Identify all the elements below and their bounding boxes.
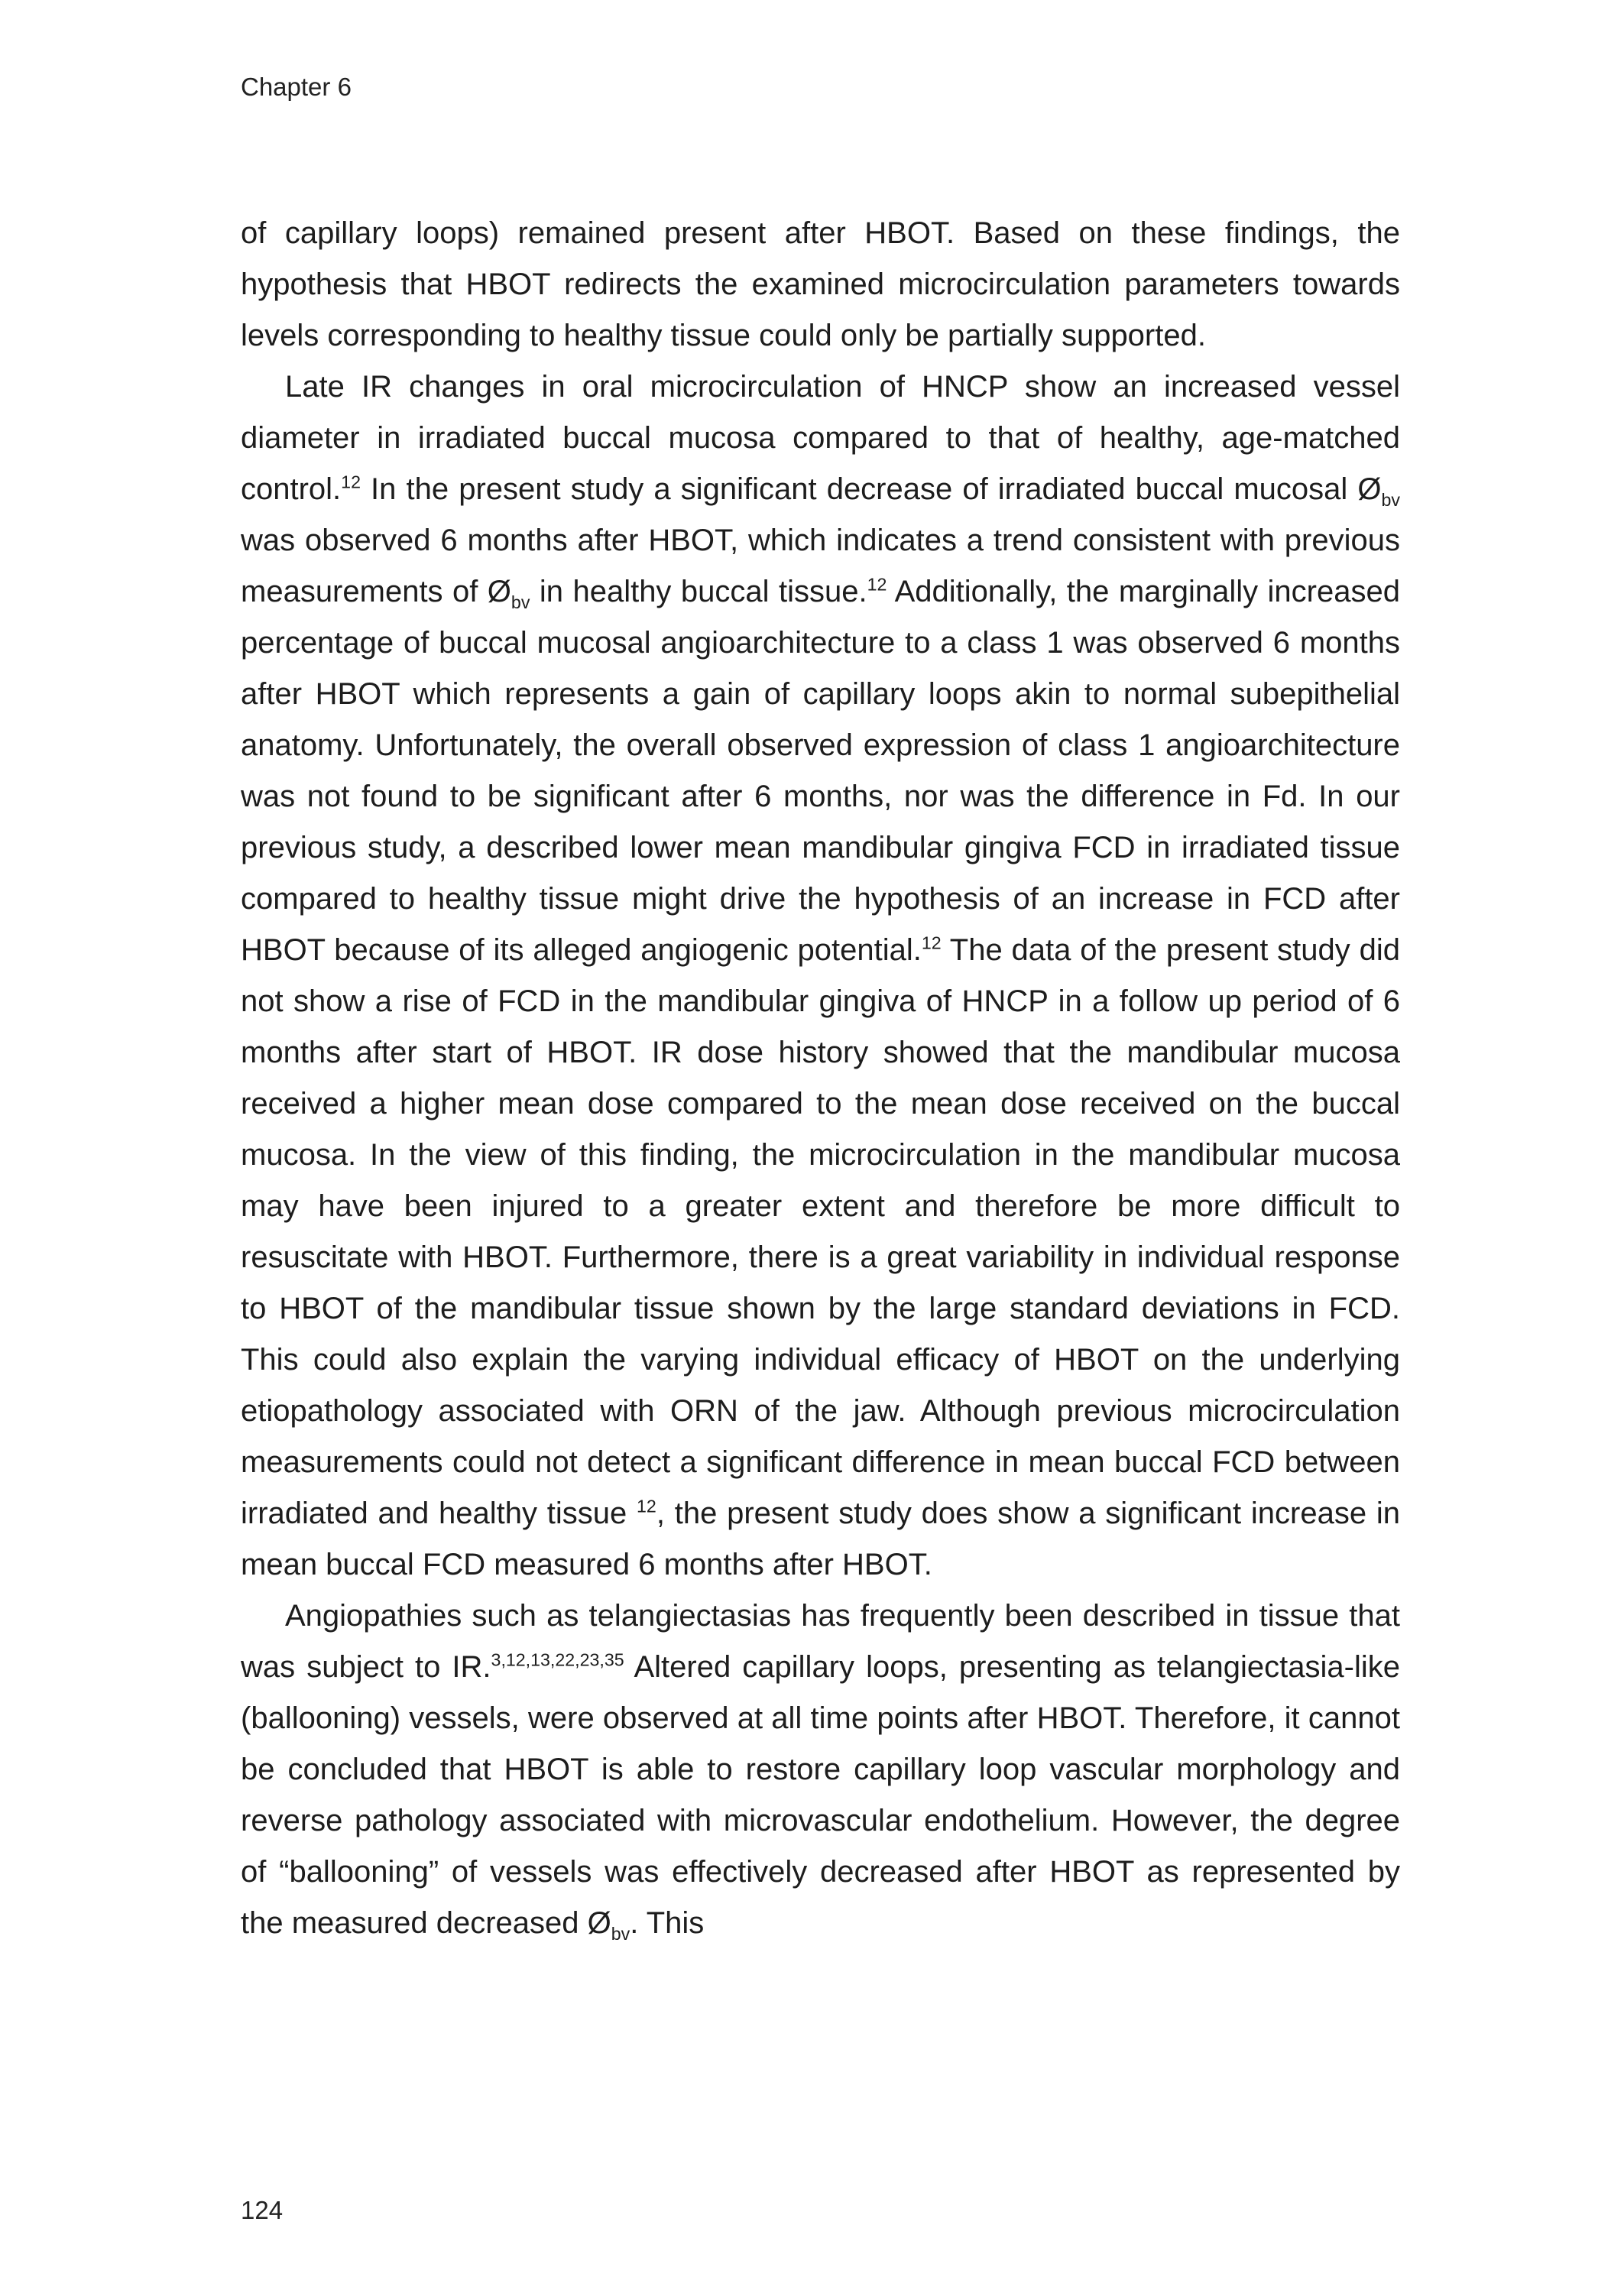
text-run: Additionally, the marginally increased percentage of buccal mucosal angioarchitecture to a class 1 was observed 6 months after HBOT which represents a gain of capillary loops akin to normal subepithelial anatomy. Unfortunately, the overall observed expression of class 1 angioarchitecture was not found to be significant after 6 months, nor was the difference in Fd. In our previous study, a described lower mean mandibular gingiva FCD in irradiated tissue compared to healthy tissue might drive the hypothesis of an increase in FCD after HBOT because of its alleged angiogenic potential. bbox=[241, 575, 1400, 967]
text-run: In the present study a significant decrease of irradiated buccal mucosal Ø bbox=[360, 472, 1382, 506]
text-run: Altered capillary loops, presenting as telangiectasia-like (ballooning) vessels, were observed at all time points after HBOT. Therefore, it cannot be concluded that HBOT is able to restore capillary loop vascular morphology and reverse pathology associated with microvascular endothelium. However, the degree of “ballooning” of vessels was effectively decreased after HBOT as represented by the measured decreased Ø bbox=[241, 1650, 1400, 1940]
text-run: Angiopathies such as telangiectasias has frequently been described in tissue that was subject to IR. bbox=[241, 1599, 1400, 1684]
reference-superscript: 3,12,13,22,23,35 bbox=[491, 1649, 624, 1670]
text-run: The data of the present study did not show a rise of FCD in the mandibular gingiva of HNCP in a follow up period of 6 months after start of HBOT. IR dose history showed that the mandibular mucosa received a higher mean dose compared to the mean dose received on the buccal mucosa. In the view of this finding, the microcirculation in the mandibular mucosa may have been injured to a greater extent and therefore be more difficult to resuscitate with HBOT. Furthermore, there is a great variability in individual response to HBOT of the mandibular tissue shown by the large standard deviations in FCD. This could also explain the varying individual efficacy of HBOT on the underlying etiopathology associated with ORN of the jaw. Although previous microcirculation measurements could not detect a significant difference in mean buccal FCD between irradiated and healthy tissue bbox=[241, 933, 1400, 1530]
paragraph bbox=[241, 208, 1400, 362]
reference-superscript: 12 bbox=[637, 1496, 656, 1516]
text-run: . This bbox=[630, 1906, 705, 1940]
reference-superscript: 12 bbox=[921, 932, 942, 953]
body-text bbox=[241, 208, 1400, 1949]
subscript-label: bv bbox=[511, 592, 530, 612]
paragraph bbox=[241, 1591, 1400, 1949]
text-run: in healthy buccal tissue. bbox=[530, 575, 867, 608]
text-run: was observed 6 months after HBOT, which indicates a trend consistent with previous measurements of Ø bbox=[241, 524, 1400, 608]
reference-superscript: 12 bbox=[867, 574, 887, 595]
subscript-label: bv bbox=[1381, 490, 1400, 510]
text-run: , the present study does show a significant increase in mean buccal FCD measured 6 months after HBOT. bbox=[241, 1497, 1400, 1581]
text-run: of capillary loops) remained present after HBOT. Based on these findings, the hypothesis that HBOT redirects the examined microcirculation parameters towards levels corresponding to healthy tissue could only be partially supported. bbox=[241, 216, 1400, 352]
running-header: Chapter 6 bbox=[241, 73, 352, 101]
paragraph bbox=[241, 362, 1400, 1591]
page-number: 124 bbox=[241, 2196, 284, 2224]
subscript-label: bv bbox=[611, 1924, 630, 1944]
reference-superscript: 12 bbox=[341, 472, 361, 492]
text-run: Late IR changes in oral microcirculation of HNCP show an increased vessel diameter in irradiated buccal mucosa compared to that of healthy, age-matched control. bbox=[241, 370, 1400, 506]
